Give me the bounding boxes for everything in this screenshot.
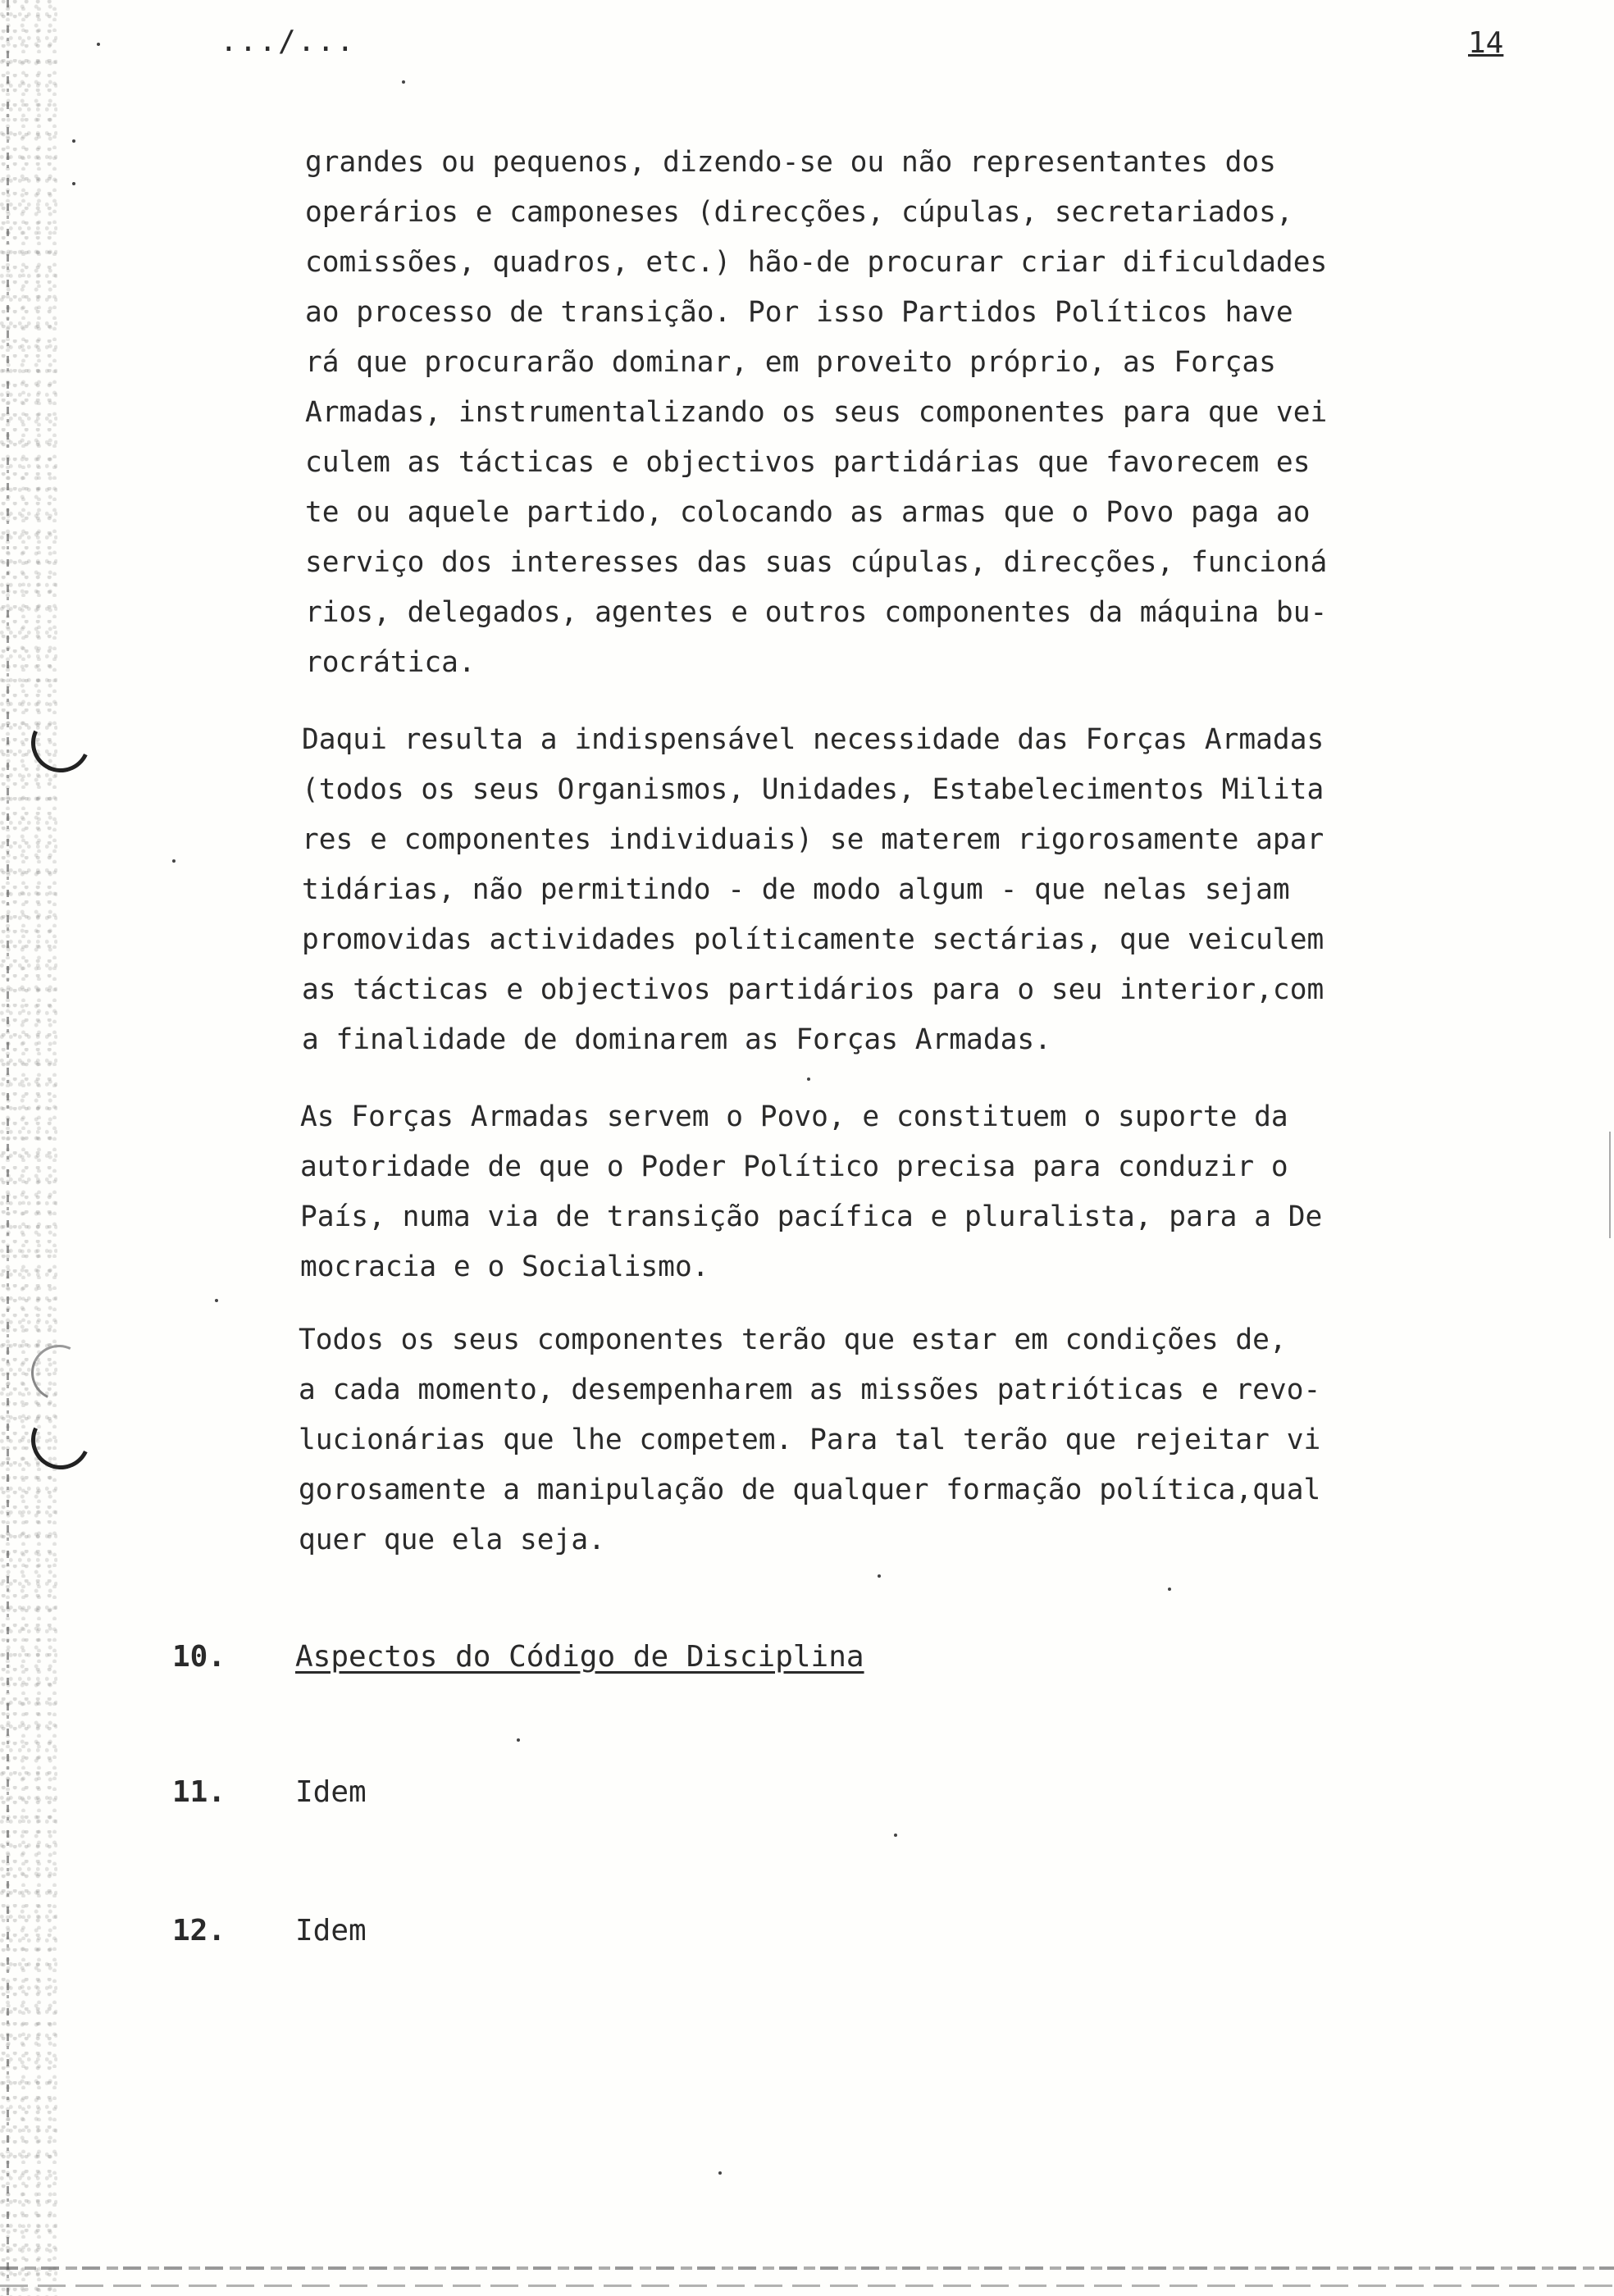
scan-right-edge-mark — [1609, 1132, 1611, 1238]
scan-speck — [718, 2171, 722, 2175]
scan-speck — [402, 80, 405, 84]
scan-speck — [72, 182, 75, 185]
item-number: 11. — [172, 1775, 226, 1809]
scan-speck — [72, 139, 75, 143]
scan-bottom-edge — [0, 2285, 1614, 2287]
item-text: Idem — [295, 1775, 367, 1809]
scan-speck — [172, 859, 176, 863]
scan-speck — [215, 1299, 218, 1302]
continuation-mark: .../... — [220, 25, 356, 58]
scan-speck — [517, 1738, 520, 1742]
scan-bottom-edge — [0, 2266, 1614, 2270]
item-number: 10. — [172, 1640, 226, 1674]
item-number: 12. — [172, 1914, 226, 1947]
scan-speck — [807, 1077, 810, 1081]
scan-speck — [97, 43, 100, 46]
body-paragraph: As Forças Armadas servem o Povo, e constituem o suporte da autoridade de que o Poder Político precisa para conduzir o País, numa via de transição pacífica e pluralista, para a De mocracia e o Socialismo. — [300, 1100, 1323, 1283]
scan-edge-line — [7, 0, 9, 2296]
scan-speck — [894, 1834, 897, 1837]
body-paragraph: grandes ou pequenos, dizendo-se ou não representantes dos operários e camponeses (direcções, cúpulas, secretariados, comissões, quadros, etc.) hão-de procurar criar dificuldades ao processo de transição. Por isso Partidos Políticos have rá que procurarão dominar, em proveito próprio, as Forças Armadas, instrumentalizando os seus componentes para que vei culem as tácticas e objectivos partidárias que favorecem es te ou aquele partido, colocando as armas que o Povo paga ao serviço dos interesses das suas cúpulas, direcções, funcioná rios, delegados, agentes e outros componentes da máquina bu- rocrática. — [305, 146, 1328, 679]
scan-speck — [878, 1574, 881, 1578]
section-heading: Aspectos do Código de Disciplina — [295, 1640, 864, 1674]
body-paragraph: Todos os seus componentes terão que estar em condições de, a cada momento, desempenharem as missões patrióticas e revo- lucionárias que lhe competem. Para tal terão que rejeitar vi gorosamente a manipulação de qualquer formação política,qual quer que ela seja. — [299, 1323, 1321, 1556]
item-text: Idem — [295, 1914, 367, 1947]
scan-speck — [1168, 1588, 1171, 1591]
body-paragraph: Daqui resulta a indispensável necessidade das Forças Armadas (todos os seus Organismos, Unidades, Estabelecimentos Milita res e componentes individuais) se materem rigorosamente apar tidárias, não permitindo - de modo algum - que nelas sejam promovidas actividades políticamente sectárias, que veiculem as tácticas e objectivos partidários para o seu interior,com a finalidade de dominarem as Forças Armadas. — [302, 723, 1324, 1056]
page-number: 14 — [1468, 26, 1504, 60]
